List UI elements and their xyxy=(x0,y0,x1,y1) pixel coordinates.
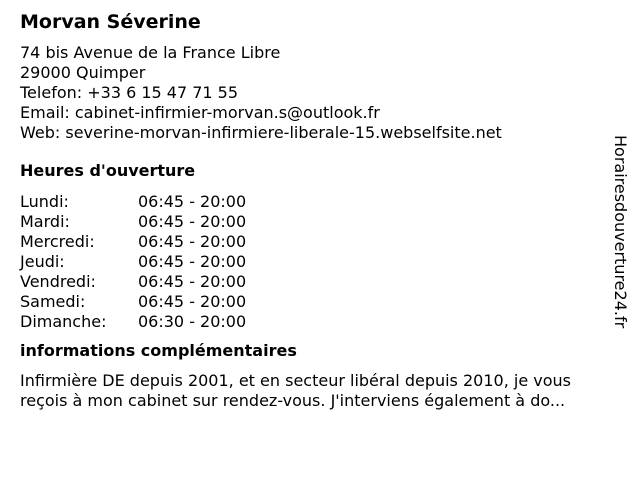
business-name: Morvan Séverine xyxy=(20,11,201,33)
hours-time: 06:45 - 20:00 xyxy=(138,292,247,311)
hours-time: 06:45 - 20:00 xyxy=(138,252,247,271)
business-card xyxy=(20,10,616,411)
hours-row xyxy=(20,252,616,272)
address-line-2: 29000 Quimper xyxy=(20,63,146,82)
hours-row xyxy=(20,232,616,252)
hours-row xyxy=(20,212,616,232)
hours-row xyxy=(20,312,616,332)
contact-block xyxy=(20,43,616,143)
hours-day: Jeudi: xyxy=(20,252,65,271)
hours-day: Mardi: xyxy=(20,212,70,231)
hours-time: 06:30 - 20:00 xyxy=(138,312,247,331)
opening-hours-table xyxy=(20,192,616,332)
hours-time: 06:45 - 20:00 xyxy=(138,232,247,251)
brand-watermark: Horairesdouverture24.fr xyxy=(611,135,630,329)
address-line-1: 74 bis Avenue de la France Libre xyxy=(20,43,281,62)
additional-info-text: Infirmière DE depuis 2001, et en secteur libéral depuis 2010, je vous reçois à mon cabinet sur rendez-vous. J'interviens également à do... xyxy=(20,371,571,410)
additional-info-heading: informations complémentaires xyxy=(20,341,297,360)
hours-time: 06:45 - 20:00 xyxy=(138,272,247,291)
hours-time: 06:45 - 20:00 xyxy=(138,212,247,231)
hours-row xyxy=(20,272,616,292)
hours-day: Lundi: xyxy=(20,192,69,211)
hours-row xyxy=(20,292,616,312)
hours-day: Dimanche: xyxy=(20,312,107,331)
opening-hours-heading: Heures d'ouverture xyxy=(20,161,196,180)
email-line[interactable]: Email: cabinet-infirmier-morvan.s@outlook.fr xyxy=(20,103,380,122)
hours-day: Vendredi: xyxy=(20,272,96,291)
phone-line[interactable]: Telefon: +33 6 15 47 71 55 xyxy=(20,83,239,102)
hours-day: Samedi: xyxy=(20,292,86,311)
hours-day: Mercredi: xyxy=(20,232,95,251)
hours-time: 06:45 - 20:00 xyxy=(138,192,247,211)
website-line[interactable]: Web: severine-morvan-infirmiere-liberale-15.webselfsite.net xyxy=(20,123,502,142)
hours-row xyxy=(20,192,616,212)
